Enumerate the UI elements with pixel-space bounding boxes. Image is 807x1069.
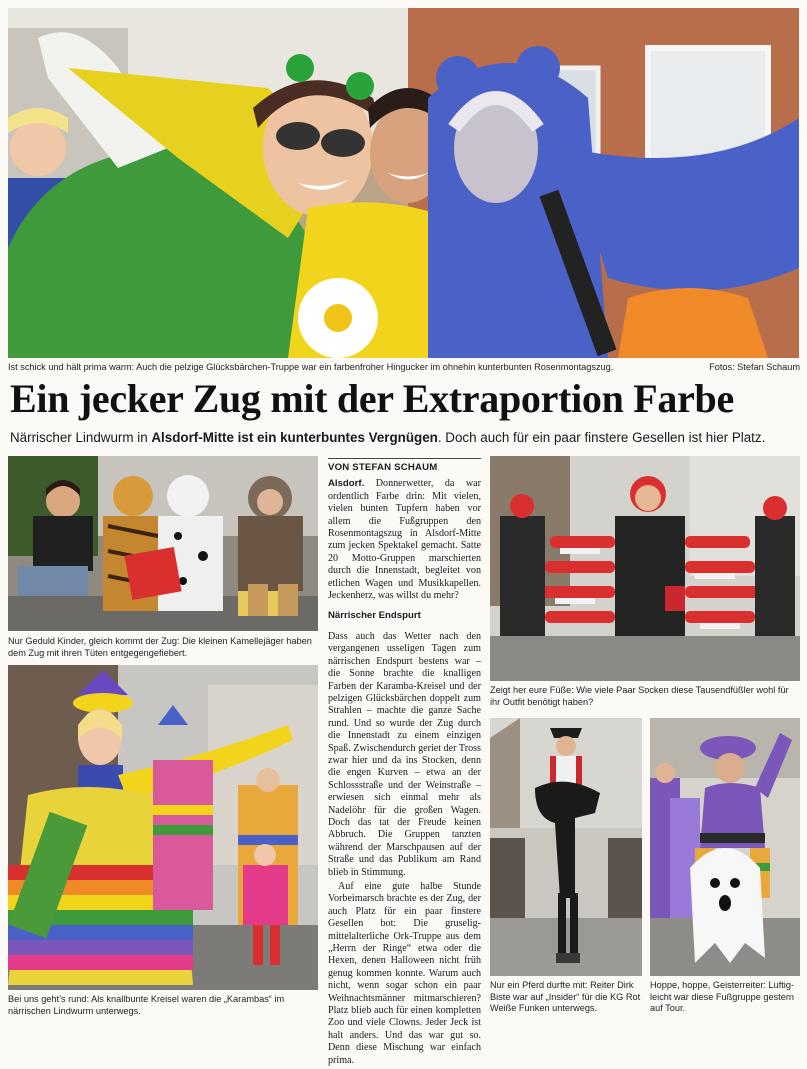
article-paragraph-1 <box>328 478 481 602</box>
article-body <box>328 458 481 1069</box>
subhead-part1: Närrischer Lindwurm in <box>10 430 152 445</box>
byline: VON STEFAN SCHAUM <box>328 458 481 474</box>
caption-karamba: Bei uns geht’s rund: Als knallbunte Kreisel waren die „Karambas“ im närrischen Lindwurm unterwegs. <box>8 994 285 1016</box>
article-subtitle: Närrischer Endspurt <box>328 610 421 622</box>
headline: Ein jecker Zug mit der Extraportion Farbe <box>10 376 734 421</box>
caption-kids: Nur Geduld Kinder, gleich kommt der Zug: Die kleinen Kamellejäger haben dem Zug mit ihren Tüten entgegengefiebert. <box>8 636 312 658</box>
caption-horse: Nur ein Pferd durfte mit: Reiter Dirk Biste war auf „Insider“ für die KG Rot Weiße Funken unterwegs. <box>490 980 641 1013</box>
hero-photo-care-bears <box>8 8 799 358</box>
photo-karamba-group <box>8 665 318 990</box>
subhead-part2: . Doch auch für ein paar finstere Gesellen ist hier Platz. <box>437 430 766 445</box>
article-paragraph-3: Auf eine gute halbe Stunde Vorbeimarsch brachte es der Zug, der auch Platz für ein paar finstere Gesellen bot: Die gruselig-mittelalterliche Ork-Truppe aus dem „Herrn der Ringe“ etwa oder die Hexen, denen Halloween nicht früh genug kommen konnte. Warum auch nicht, wenn sogar schon ein paar Weihnachtsmänner mitmarschieren? Platz blieb auch für einen kompletten Zoo und viele Clowns. Jeder Jeck ist halt anders. Und das war gut so. Denn diese Mischung war einfach prima. <box>328 881 481 1066</box>
hero-caption: Ist schick und hält prima warm: Auch die pelzige Glücksbärchen-Truppe war ein farbenfroher Hingucker im ohnehin kunterbunten Rosenmontagszug. <box>8 362 614 372</box>
photo-credit: Fotos: Stefan Schaum <box>709 362 800 372</box>
photo-horse-rider <box>490 718 642 976</box>
article-paragraph-1-text: Donnerwetter, da war ordentlich Farbe drin: Mit vielen, vielen bunten Tupfern haben vor allem die Fußgruppen den Rosenmontagszug in Alsdorf-Mitte zum jecken Spektakel gemacht. Satte 20 Motto-Gruppen marschierten durch die Innenstadt, begleitet von etlichen Wagen und Musikkapellen. Jeckenherz, was willst du mehr? <box>328 478 481 602</box>
photo-millipede-group <box>490 456 800 681</box>
photo-kids-waiting <box>8 456 318 631</box>
dateline: Alsdorf. <box>328 478 365 490</box>
caption-socks: Zeigt her eure Füße: Wie viele Paar Socken diese Tausendfüßler wohl für ihr Outfit benötigt haben? <box>490 685 789 707</box>
article-paragraph-2: Dass auch das Wetter nach den vergangenen usseligen Tagen zum närrischen Endspurt bestens war – die Sonne brachte die knalligen Farben der Karamba-Kreisel und der pelzigen Glücksbärchen doppelt zum Strahlen – machte die ganze Sache rund. Und so wurde der Zug durch die Innenstadt zu einem einzigen Spaß. Zwischendurch geriet der Tross zwar hier und da ins Stocken, denn die engen Kurven – etwa an der Schlossstraße und der Weinstraße – erwiesen sich einmal mehr als Nadelöhr für die großen Wagen. Doch das tat der Freude keinen Abbruch. Die Gruppen tanzten während der Marschpausen auf der Straße und das Publikum am Rand blieb in Stimmung. <box>328 630 481 878</box>
caption-ghosts: Hoppe, hoppe, Geisterreiter: Luftig-leicht war diese Fußgruppe gestern auf Tour. <box>650 980 795 1013</box>
photo-ghost-riders <box>650 718 800 976</box>
subhead-bold: Alsdorf-Mitte ist ein kunterbuntes Vergnügen <box>151 430 438 445</box>
subheadline <box>10 429 800 447</box>
